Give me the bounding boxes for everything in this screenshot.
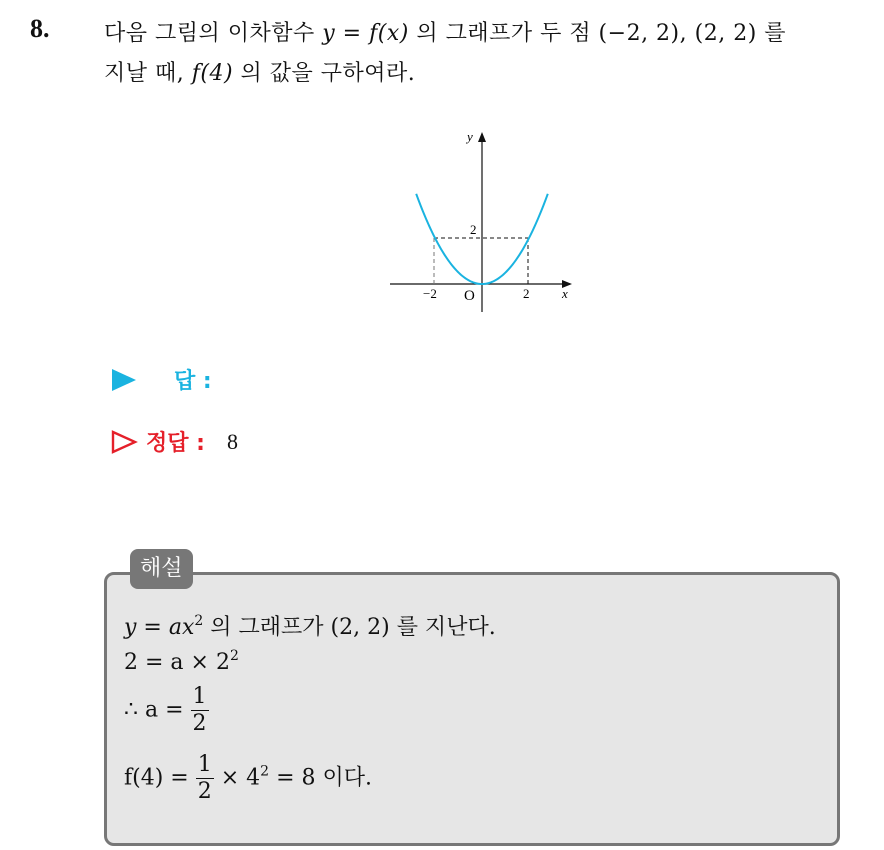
explanation-line-1: $y = ax^2$ 의 그래프가 (2, 2) 를 지난다. bbox=[124, 613, 496, 640]
tick-label-y2: 2 bbox=[470, 222, 477, 237]
exponent: 2 bbox=[229, 648, 239, 664]
explanation-title: 해설 bbox=[130, 549, 193, 589]
exponent: 2 bbox=[260, 763, 270, 780]
explanation-line-4-end: = 8 이다. bbox=[269, 765, 372, 791]
outline-triangle-icon bbox=[110, 429, 138, 455]
filled-triangle-icon bbox=[110, 367, 138, 393]
solution-row bbox=[110, 426, 238, 457]
fraction-numerator: 1 bbox=[197, 752, 212, 777]
question-line1-start: 다음 그림의 이차함수 bbox=[104, 21, 323, 46]
tick-label-neg2: −2 bbox=[423, 286, 437, 301]
question-text bbox=[104, 14, 874, 94]
explanation-line-4-suffix: × 4 bbox=[213, 765, 261, 791]
exponent: 2 bbox=[194, 613, 204, 629]
explanation-line-3-prefix: ∴ a = bbox=[124, 697, 191, 723]
x-axis-label: x bbox=[562, 286, 568, 301]
question-number: 8. bbox=[30, 14, 50, 43]
explanation-line-1-text: 의 그래프가 (2, 2) 를 지난다. bbox=[203, 615, 496, 640]
explanation-line-4 bbox=[124, 752, 372, 805]
fraction-numerator: 1 bbox=[192, 684, 207, 709]
question-line2-start: 지날 때, bbox=[104, 61, 192, 86]
solution-label: 정답 : bbox=[146, 431, 205, 456]
function-expression: y = f(x) bbox=[322, 21, 409, 46]
solution-value: 8 bbox=[226, 428, 238, 454]
fraction bbox=[191, 684, 209, 737]
parabola-graph bbox=[386, 128, 586, 313]
fraction-denominator: 2 bbox=[197, 779, 212, 804]
explanation-line-2 bbox=[124, 648, 239, 675]
explanation-line-3 bbox=[124, 684, 209, 737]
question-line2-end: 의 값을 구하여라. bbox=[233, 61, 416, 86]
y-axis-label: y bbox=[467, 129, 473, 144]
y-axis-arrow bbox=[478, 132, 486, 142]
answer-label: 답 : bbox=[174, 369, 212, 394]
explanation-line-2-text: 2 = a × 2 bbox=[124, 650, 230, 675]
function-value-expression: f(4) bbox=[191, 61, 234, 86]
fraction bbox=[196, 752, 214, 805]
tick-label-pos2: 2 bbox=[523, 286, 530, 301]
explanation-line-4-prefix: f(4) = bbox=[124, 765, 196, 791]
origin-label: O bbox=[464, 288, 475, 304]
question-line1-end: 의 그래프가 두 점 (−2, 2), (2, 2) 를 bbox=[408, 21, 787, 46]
fraction-denominator: 2 bbox=[192, 711, 207, 736]
answer-row bbox=[110, 364, 234, 395]
